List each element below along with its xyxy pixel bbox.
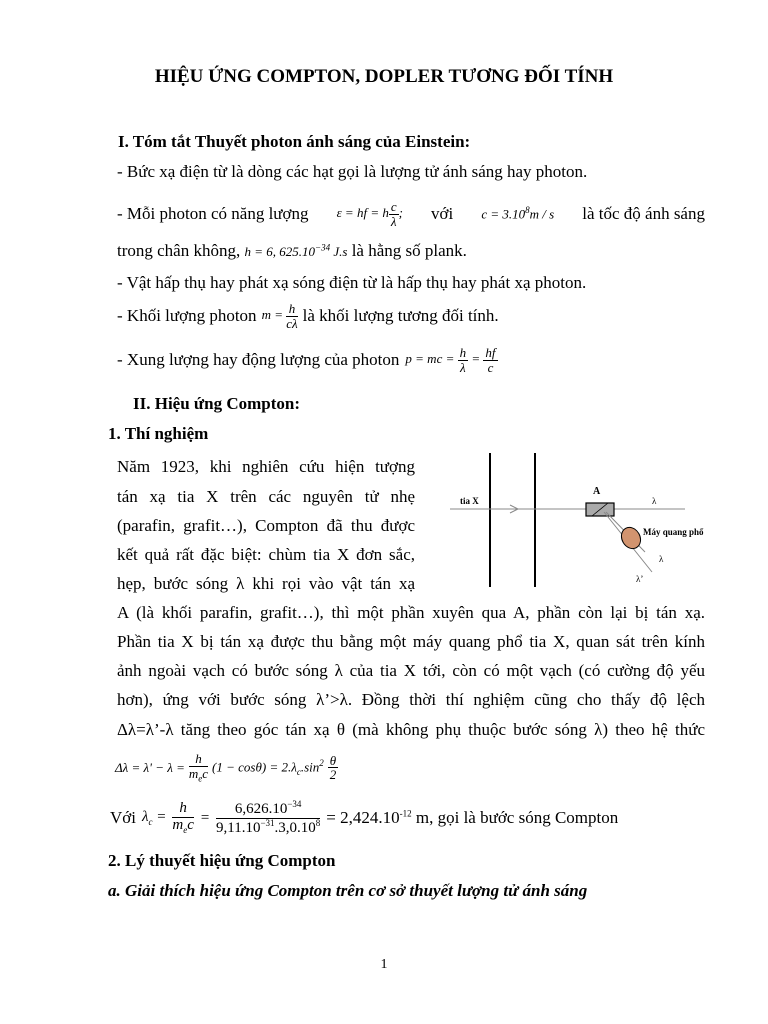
den-exp2: 8 bbox=[315, 817, 321, 828]
para-line-1: tán xạ tia X trên các nguyên tử nhẹ bbox=[117, 487, 415, 506]
frac-den: cλ bbox=[286, 315, 298, 331]
h-unit: J.s bbox=[333, 244, 348, 259]
result bbox=[326, 808, 618, 828]
result-exp: -12 bbox=[399, 808, 412, 819]
den-val2: .3,0.10 bbox=[274, 819, 316, 836]
p-eq: p = mc = bbox=[405, 351, 455, 367]
delta-lambda: Δλ = λ' − λ = bbox=[115, 759, 185, 775]
section2-heading: II. Hiệu ứng Compton: bbox=[133, 394, 301, 413]
section1-line6 bbox=[117, 346, 498, 374]
subsection-2a: a. Giải thích hiệu ứng Compton trên cơ sở thuyết lượng tử ánh sáng bbox=[108, 881, 588, 900]
subsection-theory bbox=[108, 851, 335, 871]
planck-formula bbox=[244, 244, 347, 259]
label-lambda: λ bbox=[652, 496, 657, 506]
line5-suffix: là khối lượng tương đối tính. bbox=[302, 306, 499, 326]
sin-text: .sin bbox=[300, 759, 320, 775]
para-line-8: hơn), ứng với bước sóng λ’>λ. Đồng thời thí nghiệm cũng cho thấy độ lệch bbox=[117, 690, 705, 709]
section1-line3 bbox=[117, 241, 467, 261]
compton-diagram bbox=[440, 450, 730, 590]
sub2-text: . Lý thuyết hiệu ứng Compton bbox=[116, 851, 336, 870]
label-a: A bbox=[593, 486, 601, 497]
mid-text: (1 − cosθ) = 2.λ bbox=[212, 759, 297, 775]
lambda-c bbox=[142, 809, 166, 827]
line2-prefix: - Mỗi photon có năng lượng bbox=[117, 204, 309, 224]
frac-num: h bbox=[459, 345, 467, 360]
line5-prefix: - Khối lượng photon bbox=[117, 306, 257, 326]
result-suffix: m, gọi là bước sóng Compton bbox=[411, 808, 619, 828]
frac-den: c bbox=[487, 359, 494, 375]
section1-heading: I. Tóm tắt Thuyết photon ánh sáng của Einstein: bbox=[118, 132, 471, 151]
line6-prefix: - Xung lượng hay động lượng của photon bbox=[117, 350, 400, 370]
h-over-clambda bbox=[286, 302, 297, 330]
section1-line2 bbox=[117, 200, 705, 228]
line2-with: với bbox=[431, 204, 454, 224]
para-line-7: ảnh ngoài vạch có bước sóng λ của tia X tới, còn có một vạch (có cường độ yếu bbox=[117, 661, 705, 680]
numeric-frac bbox=[216, 800, 320, 837]
eq: = bbox=[156, 809, 167, 826]
lambda: λ bbox=[142, 809, 149, 826]
label-tia-x: tia X bbox=[460, 496, 479, 506]
frac-den bbox=[172, 818, 194, 835]
h-over-mec-2 bbox=[172, 801, 194, 835]
h-over-lambda bbox=[458, 346, 469, 374]
para-line-9: Δλ=λ’-λ tăng theo góc tán xạ θ (mà không phụ thuộc bước sóng λ) theo hệ thức bbox=[117, 720, 705, 739]
frac-num: h bbox=[286, 302, 297, 317]
page-title: HIỆU ỨNG COMPTON, DOPLER TƯƠNG ĐỐI TÍNH bbox=[154, 66, 614, 87]
section1-line1: - Bức xạ điện từ là dòng các hạt gọi là lượng tử ánh sáng hay photon. bbox=[117, 162, 588, 181]
compton-wavelength-line bbox=[110, 800, 618, 837]
eq-sign: = bbox=[471, 351, 481, 367]
frac-den: λ bbox=[390, 213, 397, 229]
den-m: m bbox=[172, 816, 184, 833]
subsection-experiment: 1. Thí nghiệm bbox=[108, 424, 209, 443]
sin-exp: 2 bbox=[319, 758, 324, 769]
compton-formula bbox=[115, 752, 338, 784]
formula-mid bbox=[212, 758, 324, 777]
energy-formula-text: ε = hf = h bbox=[336, 205, 389, 221]
c-over-lambda bbox=[389, 200, 399, 228]
den-sub: e bbox=[198, 773, 203, 784]
frac-num: c bbox=[390, 199, 397, 214]
energy-formula: ε = hf = h $\frac{c}{\lambda}$ ; bbox=[336, 199, 403, 229]
frac-num: θ bbox=[329, 752, 337, 768]
para-line-2: (parafin, grafit…), Compton đã thu được bbox=[117, 516, 415, 535]
line2-suffix: là tốc độ ánh sáng bbox=[582, 204, 705, 224]
frac-den bbox=[189, 767, 208, 784]
frac-den: λ bbox=[460, 359, 466, 375]
line3-prefix: trong chân không, bbox=[117, 241, 241, 260]
para-line-3: kết quả rất đặc biệt: chùm tia X đơn sắc, bbox=[117, 545, 415, 564]
frac-den: 2 bbox=[329, 767, 337, 783]
frac-num: h bbox=[172, 801, 194, 818]
c-exp: 8 bbox=[525, 205, 530, 216]
frac-num bbox=[216, 800, 320, 819]
den-exp1: −31 bbox=[260, 817, 275, 828]
page-number: 1 bbox=[380, 957, 388, 972]
den-c: c bbox=[187, 816, 194, 833]
voi-text: Với bbox=[110, 808, 136, 828]
c-unit: m / s bbox=[529, 206, 555, 222]
sub2-num: 2 bbox=[108, 851, 117, 870]
light-speed-formula bbox=[481, 205, 554, 222]
lambda-sub: c bbox=[148, 817, 153, 828]
theta-over-2 bbox=[328, 754, 338, 782]
label-spectrometer: Máy quang phổ bbox=[643, 527, 704, 537]
para-line-0: Năm 1923, khi nghiên cứu hiện tượng bbox=[117, 457, 415, 476]
frac-den bbox=[216, 819, 320, 837]
result-val: = 2,424.10 bbox=[326, 808, 400, 828]
para-line-6: Phần tia X bị tán xạ được thu bằng một máy quang phổ tia X, quan sát trên kính bbox=[117, 632, 705, 651]
section1-line4: - Vật hấp thụ hay phát xạ sóng điện từ là hấp thụ hay phát xạ photon. bbox=[117, 273, 587, 292]
den-c: c bbox=[202, 765, 209, 781]
line3-suffix: là hằng số plank. bbox=[351, 241, 467, 260]
den-m: m bbox=[188, 765, 199, 781]
para-line-4: hẹp, bước sóng λ khi rọi vào vật tán xạ bbox=[117, 574, 415, 593]
den-val: 9,11.10 bbox=[216, 819, 261, 836]
momentum-formula bbox=[405, 346, 497, 374]
num-val: 6,626.10 bbox=[234, 801, 288, 817]
sub-c: c bbox=[296, 767, 301, 778]
h-exp: −34 bbox=[315, 242, 331, 253]
c-value: c = 3.10 bbox=[481, 206, 526, 222]
hf-over-c bbox=[483, 346, 497, 374]
h-value: h = 6, 625.10 bbox=[244, 244, 316, 259]
para-line-5: A (là khối parafin, grafit…), thì một phần xuyên qua A, phần còn lại bị tán xạ. bbox=[117, 603, 705, 622]
label-lambda-prime: λ’ bbox=[636, 574, 644, 584]
frac-num: hf bbox=[485, 345, 496, 360]
section1-line5 bbox=[117, 302, 499, 330]
frac-num: h bbox=[189, 752, 208, 767]
den-sub: e bbox=[183, 824, 188, 835]
m-eq: m = bbox=[261, 307, 283, 323]
eq-2: = bbox=[199, 809, 211, 826]
h-over-mec bbox=[189, 752, 208, 784]
mass-formula bbox=[262, 302, 298, 330]
label-lambda-2: λ bbox=[659, 554, 664, 564]
num-exp: −34 bbox=[287, 799, 302, 809]
